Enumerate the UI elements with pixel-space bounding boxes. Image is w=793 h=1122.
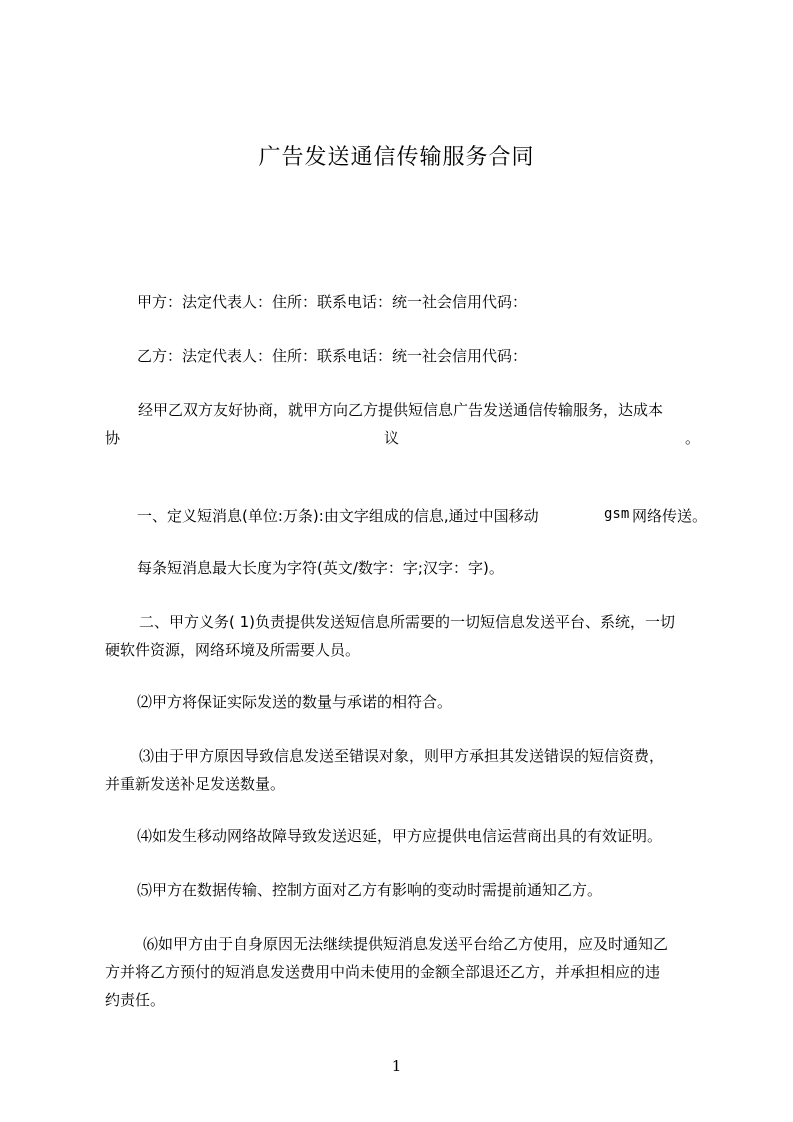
item-6-line-2: 方并将乙方预付的短消息发送费用中尚未使用的金额全部退还乙方，并承担相应的违	[105, 963, 661, 981]
item-6-line-1: ⑹如甲方由于自身原因无法继续提供短消息发送平台给乙方使用，应及时通知乙	[143, 935, 669, 953]
section-1-network: 网络传送。	[632, 507, 708, 525]
item-3-line-2: 并重新发送补足发送数量。	[105, 775, 286, 793]
section-1-length: 每条短消息最大长度为字符(英文/数字：字;汉字：字)。	[137, 559, 504, 577]
intro-line-2-mid: 议	[384, 429, 400, 447]
section-2-line-2: 硬软件资源，网络环境及所需要人员。	[105, 641, 361, 659]
intro-line-1: 经甲乙双方友好协商，就甲方向乙方提供短信息广告发送通信传输服务，达成本	[138, 401, 664, 419]
intro-line-2-end: 。	[685, 429, 701, 447]
document-title: 广告发送通信传输服务合同	[258, 145, 535, 170]
item-2: ⑵甲方将保证实际发送的数量与承诺的相符合。	[137, 693, 453, 711]
item-4: ⑷如发生移动网络故障导致发送迟延，甲方应提供电信运营商出具的有效证明。	[137, 827, 663, 845]
section-1-definition: 一、定义短消息(单位:万条):由文字组成的信息,通过中国移动	[137, 507, 539, 525]
party-a-line: 甲方：法定代表人：住所：联系电话：统一社会信用代码：	[137, 293, 528, 311]
section-2-line-1: 二、甲方义务( 1)负责提供发送短信息所需要的一切短信息发送平台、系统，一切	[139, 613, 676, 631]
party-b-line: 乙方：法定代表人：住所：联系电话：统一社会信用代码：	[137, 347, 528, 365]
section-1-gsm: gsm	[604, 506, 630, 522]
item-6-line-3: 约责任。	[105, 991, 166, 1009]
item-3-line-1: ⑶由于甲方原因导致信息发送至错误对象，则甲方承担其发送错误的短信资费，	[139, 747, 665, 765]
page-number: 1	[391, 1057, 402, 1075]
intro-line-2-start: 协	[105, 429, 121, 447]
item-5: ⑸甲方在数据传输、控制方面对乙方有影响的变动时需提前通知乙方。	[137, 881, 603, 899]
